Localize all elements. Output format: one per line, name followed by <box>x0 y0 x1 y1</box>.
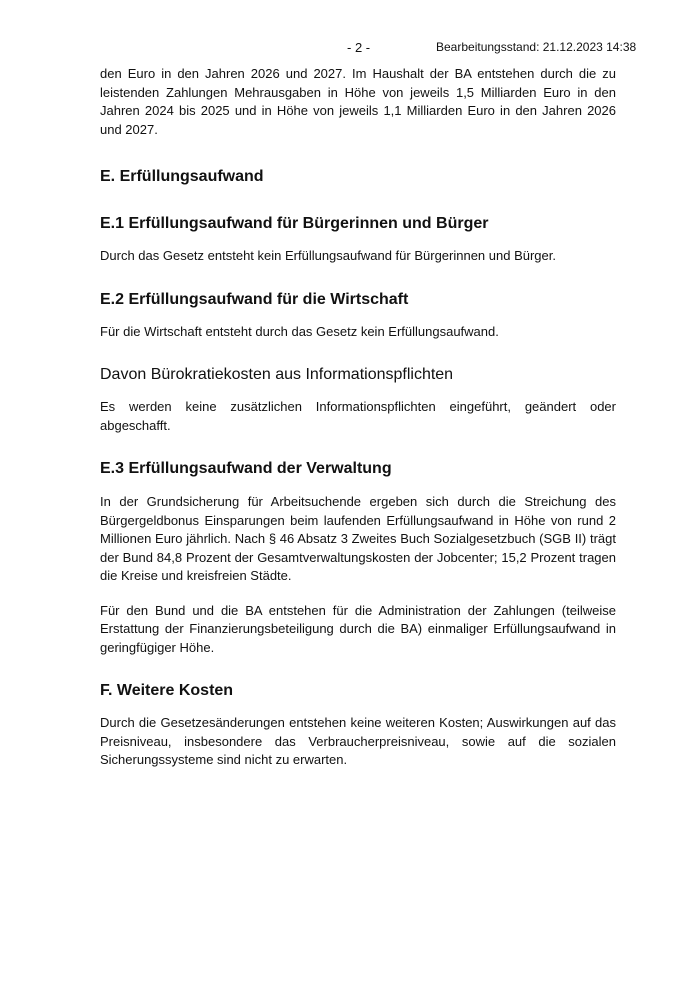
heading-f-weitere-kosten: F. Weitere Kosten <box>100 682 234 699</box>
revision-status: Bearbeitungsstand: 21.12.2023 14:38 <box>436 40 637 54</box>
paragraph-e3-bund: Für den Bund und die BA entstehen für die Administration der Zahlungen (teilweise Erstattung der Finanzierungsbeteiligung durch die BA) einmaliger Erfüllungsaufwand in geringfügiger Höhe. <box>100 602 616 655</box>
paragraph-buerokratiekosten: Es werden keine zusätzlichen Informationspflichten eingeführt, geändert oder abgeschafft. <box>100 399 616 433</box>
heading-e1-buerger: E.1 Erfüllungsaufwand für Bürgerinnen und Bürger <box>100 215 489 232</box>
heading-e-erfuellungsaufwand: E. Erfüllungsaufwand <box>100 168 264 185</box>
page-number: - 2 - <box>347 40 371 55</box>
heading-buerokratiekosten: Davon Bürokratiekosten aus Informationspflichten <box>100 366 454 383</box>
paragraph-e1: Durch das Gesetz entsteht kein Erfüllungsaufwand für Bürgerinnen und Bürger. <box>100 248 556 263</box>
intro-paragraph: den Euro in den Jahren 2026 und 2027. Im Haushalt der BA entstehen durch die zu leistenden Zahlungen Mehrausgaben in Höhe von jeweils 1,5 Milliarden Euro in den Jahren 2024 bis 2025 und in Höhe von jeweils 1,1 Milliarden Euro in den Jahren 2026 und 2027. <box>100 66 616 137</box>
paragraph-f: Durch die Gesetzesänderungen entstehen keine weiteren Kosten; Auswirkungen auf das Preisniveau, insbesondere das Verbraucherpreisniveau, sowie auf die sozialen Sicherungssysteme sind nicht zu erwarten. <box>100 715 616 767</box>
heading-e3-verwaltung: E.3 Erfüllungsaufwand der Verwaltung <box>100 460 392 477</box>
document-body <box>100 65 616 770</box>
paragraph-e2: Für die Wirtschaft entsteht durch das Gesetz kein Erfüllungsaufwand. <box>100 323 499 339</box>
heading-e2-wirtschaft: E.2 Erfüllungsaufwand für die Wirtschaft <box>100 290 409 308</box>
paragraph-e3-grundsicherung: In der Grundsicherung für Arbeitsuchende ergeben sich durch die Streichung des Bürgergeldbonus Einsparungen beim laufenden Erfüllungsaufwand in Höhe von rund 2 Millionen Euro jährlich. Nach § 46 Absatz 3 Zweites Buch Sozialgesetzbuch (SGB II) trägt der Bund 84,8 Prozent der Gesamtverwaltungskosten der Jobcenter; 15,2 Prozent tragen die Kreise und kreisfreien Städte. <box>100 494 616 583</box>
